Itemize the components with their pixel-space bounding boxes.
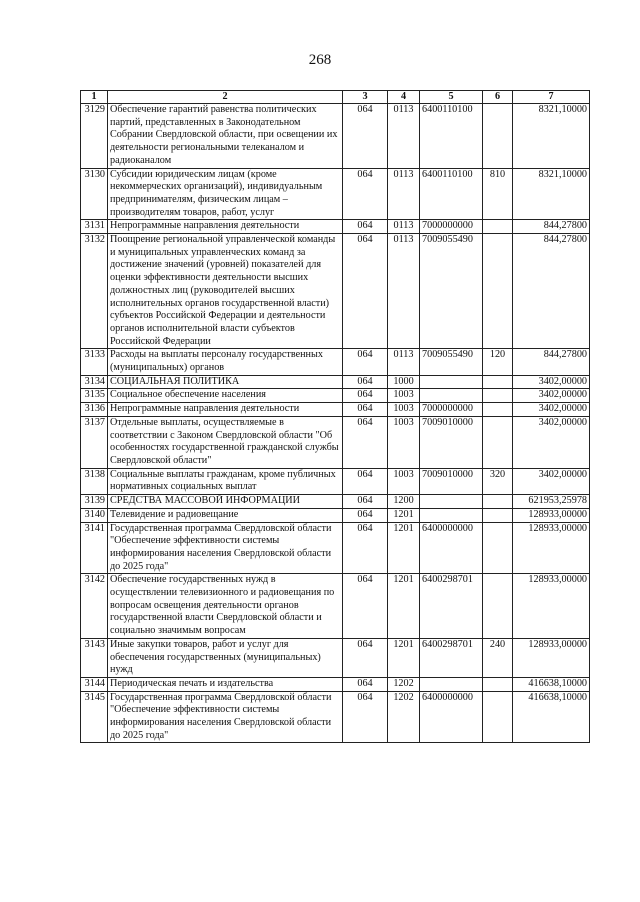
row-number: 3129: [81, 104, 108, 169]
row-col-6-code: [483, 508, 513, 522]
row-col-5-code: 7009010000: [420, 468, 483, 494]
row-col-5-code: 6400110100: [420, 104, 483, 169]
table-row: [81, 104, 590, 169]
row-col-6-code: [483, 495, 513, 509]
row-col-3-code: 064: [343, 375, 388, 389]
row-col-5-code: 7009055490: [420, 234, 483, 349]
table-row: [81, 691, 590, 743]
table-row: [81, 220, 590, 234]
row-amount: 844,27800: [513, 220, 590, 234]
row-description: Социальное обеспечение населения: [108, 389, 343, 403]
row-description: СРЕДСТВА МАССОВОЙ ИНФОРМАЦИИ: [108, 495, 343, 509]
row-col-5-code: 6400000000: [420, 522, 483, 574]
row-number: 3137: [81, 416, 108, 468]
row-col-3-code: 064: [343, 416, 388, 468]
row-description: Непрограммные направления деятельности: [108, 220, 343, 234]
row-col-3-code: 064: [343, 691, 388, 743]
row-col-5-code: 7009010000: [420, 416, 483, 468]
table-row: [81, 495, 590, 509]
table-row: [81, 389, 590, 403]
row-col-4-code: 0113: [388, 234, 420, 349]
row-description: Отдельные выплаты, осуществляемые в соответствии с Законом Свердловской области "Об особенностях государственной гражданской службы Свердловской области": [108, 416, 343, 468]
row-col-6-code: [483, 220, 513, 234]
row-description: Обеспечение государственных нужд в осуществлении телевизионного и радиовещания по вопросам освещения деятельности органов государственной власти Свердловской области и социально значимым вопросам: [108, 574, 343, 639]
row-amount: 3402,00000: [513, 389, 590, 403]
page-number: 268: [308, 52, 332, 68]
row-col-5-code: [420, 375, 483, 389]
row-number: 3131: [81, 220, 108, 234]
row-number: 3133: [81, 349, 108, 375]
row-col-5-code: [420, 677, 483, 691]
row-col-4-code: 1003: [388, 389, 420, 403]
row-col-4-code: 1201: [388, 508, 420, 522]
row-col-5-code: 7000000000: [420, 403, 483, 417]
row-description: Субсидии юридическим лицам (кроме некоммерческих организаций), индивидуальным предпринимателям, физическим лицам – производителям товаров, работ, услуг: [108, 168, 343, 220]
header-col-4: 4: [388, 91, 420, 104]
row-col-3-code: 064: [343, 403, 388, 417]
row-description: Иные закупки товаров, работ и услуг для обеспечения государственных (муниципальных) нужд: [108, 638, 343, 677]
row-number: 3135: [81, 389, 108, 403]
table-row: [81, 574, 590, 639]
row-description: Периодическая печать и издательства: [108, 677, 343, 691]
row-description: Социальные выплаты гражданам, кроме публичных нормативных социальных выплат: [108, 468, 343, 494]
row-col-4-code: 1200: [388, 495, 420, 509]
row-col-6-code: [483, 522, 513, 574]
row-number: 3144: [81, 677, 108, 691]
row-col-3-code: 064: [343, 468, 388, 494]
table-row: [81, 677, 590, 691]
row-number: 3143: [81, 638, 108, 677]
row-description: СОЦИАЛЬНАЯ ПОЛИТИКА: [108, 375, 343, 389]
row-col-6-code: [483, 389, 513, 403]
row-col-6-code: [483, 375, 513, 389]
row-description: Государственная программа Свердловской области "Обеспечение эффективности системы информирования населения Свердловской области до 2025 года": [108, 691, 343, 743]
budget-table: [80, 90, 590, 743]
row-amount: 3402,00000: [513, 468, 590, 494]
row-col-3-code: 064: [343, 508, 388, 522]
row-col-4-code: 0113: [388, 168, 420, 220]
row-col-3-code: 064: [343, 495, 388, 509]
row-col-5-code: 6400298701: [420, 638, 483, 677]
row-amount: 844,27800: [513, 234, 590, 349]
row-amount: 128933,00000: [513, 574, 590, 639]
header-col-3: 3: [343, 91, 388, 104]
row-number: 3130: [81, 168, 108, 220]
row-amount: 8321,10000: [513, 104, 590, 169]
row-col-3-code: 064: [343, 168, 388, 220]
table-row: [81, 522, 590, 574]
row-col-3-code: 064: [343, 234, 388, 349]
row-number: 3142: [81, 574, 108, 639]
row-description: Поощрение региональной управленческой команды и муниципальных управленческих команд за достижение значений (уровней) показателей для оценки эффективности деятельности высших должностных лиц (руководителей высших исполнительных органов государственной власти) субъектов Российской Федерации и деятельности органов исполнительной власти субъектов Российской Федерации: [108, 234, 343, 349]
row-col-3-code: 064: [343, 349, 388, 375]
row-col-6-code: 810: [483, 168, 513, 220]
table-row: [81, 403, 590, 417]
row-description: Расходы на выплаты персоналу государственных (муниципальных) органов: [108, 349, 343, 375]
row-col-4-code: 0113: [388, 349, 420, 375]
row-col-4-code: 1201: [388, 574, 420, 639]
row-col-4-code: 0113: [388, 220, 420, 234]
row-col-3-code: 064: [343, 522, 388, 574]
row-col-5-code: 6400110100: [420, 168, 483, 220]
table-row: [81, 508, 590, 522]
row-col-4-code: 1000: [388, 375, 420, 389]
header-col-2: 2: [108, 91, 343, 104]
row-amount: 3402,00000: [513, 416, 590, 468]
row-amount: 3402,00000: [513, 375, 590, 389]
row-col-3-code: 064: [343, 638, 388, 677]
row-amount: 128933,00000: [513, 508, 590, 522]
row-amount: 3402,00000: [513, 403, 590, 417]
row-number: 3139: [81, 495, 108, 509]
table-row: [81, 234, 590, 349]
row-col-5-code: [420, 389, 483, 403]
row-description: Государственная программа Свердловской области "Обеспечение эффективности системы информирования населения Свердловской области до 2025 года": [108, 522, 343, 574]
header-col-1: 1: [81, 91, 108, 104]
header-col-6: 6: [483, 91, 513, 104]
row-col-4-code: 1201: [388, 522, 420, 574]
row-col-3-code: 064: [343, 574, 388, 639]
row-number: 3138: [81, 468, 108, 494]
table-row: [81, 468, 590, 494]
row-col-4-code: 1201: [388, 638, 420, 677]
table-row: [81, 638, 590, 677]
row-col-6-code: 320: [483, 468, 513, 494]
row-col-6-code: [483, 416, 513, 468]
row-amount: 416638,10000: [513, 691, 590, 743]
row-description: Обеспечение гарантий равенства политических партий, представленных в Законодательном Собрании Свердловской области, при освещении их деятельности региональными телеканалом и радиоканалом: [108, 104, 343, 169]
row-col-4-code: 1202: [388, 677, 420, 691]
row-col-5-code: [420, 508, 483, 522]
row-number: 3140: [81, 508, 108, 522]
row-col-5-code: [420, 495, 483, 509]
row-amount: 128933,00000: [513, 638, 590, 677]
table-row: [81, 168, 590, 220]
row-amount: 416638,10000: [513, 677, 590, 691]
row-number: 3145: [81, 691, 108, 743]
row-description: Телевидение и радиовещание: [108, 508, 343, 522]
row-col-3-code: 064: [343, 104, 388, 169]
row-col-6-code: [483, 403, 513, 417]
table-row: [81, 416, 590, 468]
row-col-6-code: [483, 677, 513, 691]
row-amount: 621953,25978: [513, 495, 590, 509]
row-number: 3132: [81, 234, 108, 349]
row-amount: 128933,00000: [513, 522, 590, 574]
row-col-6-code: [483, 574, 513, 639]
row-col-4-code: 1003: [388, 403, 420, 417]
row-col-4-code: 1003: [388, 468, 420, 494]
row-description: Непрограммные направления деятельности: [108, 403, 343, 417]
row-col-5-code: 7009055490: [420, 349, 483, 375]
table-row: [81, 349, 590, 375]
row-col-6-code: 240: [483, 638, 513, 677]
table-header-row: [81, 91, 590, 104]
row-number: 3134: [81, 375, 108, 389]
row-col-4-code: 0113: [388, 104, 420, 169]
table-row: [81, 375, 590, 389]
header-col-5: 5: [420, 91, 483, 104]
row-col-6-code: [483, 234, 513, 349]
row-col-5-code: 6400000000: [420, 691, 483, 743]
row-col-5-code: 6400298701: [420, 574, 483, 639]
row-col-6-code: [483, 691, 513, 743]
row-amount: 844,27800: [513, 349, 590, 375]
row-col-3-code: 064: [343, 677, 388, 691]
row-number: 3141: [81, 522, 108, 574]
row-col-4-code: 1202: [388, 691, 420, 743]
row-col-6-code: 120: [483, 349, 513, 375]
row-number: 3136: [81, 403, 108, 417]
row-col-6-code: [483, 104, 513, 169]
header-col-7: 7: [513, 91, 590, 104]
row-col-3-code: 064: [343, 389, 388, 403]
row-col-4-code: 1003: [388, 416, 420, 468]
row-col-5-code: 7000000000: [420, 220, 483, 234]
row-col-3-code: 064: [343, 220, 388, 234]
row-amount: 8321,10000: [513, 168, 590, 220]
